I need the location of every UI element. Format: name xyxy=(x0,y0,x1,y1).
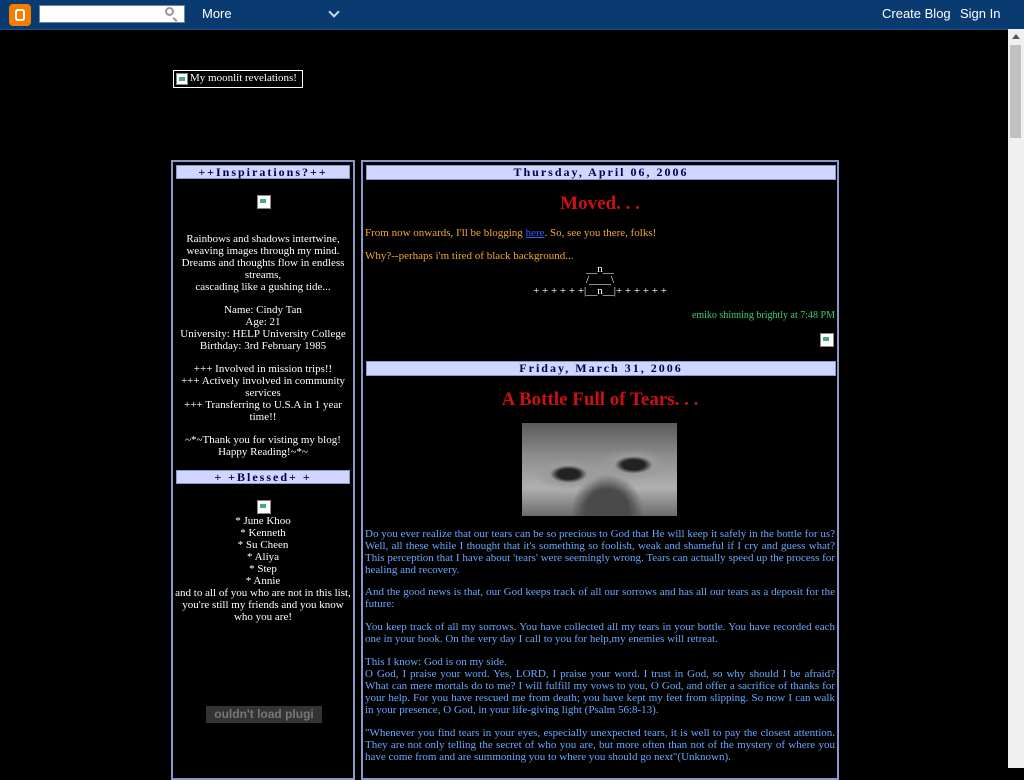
blogger-navbar xyxy=(0,0,1024,30)
sidebar-poem xyxy=(175,233,351,293)
post-title[interactable]: A Bottle Full of Tears. . . xyxy=(501,389,699,410)
fact-item: +++ Involved in mission trips!! xyxy=(193,363,333,375)
post-paragraph: Do you ever realize that our tears can be so precious to God that He will keep it safely in the bottle for us? Well, all these while I thought that it's something so foolish, weak and shameful if I cry and guess what? This perception that I have about 'tears' were seemingly wrong. Tears can actually speed up the process for healing and recovery. xyxy=(365,528,835,576)
main-content xyxy=(361,160,839,780)
scroll-up-arrow-icon[interactable] xyxy=(1012,34,1020,39)
blessed-heading: + +Blessed+ + xyxy=(176,470,350,484)
tears-photo xyxy=(522,423,677,516)
post-body-line: Why?--perhaps i'm tired of black background... xyxy=(365,250,574,262)
broken-image-icon xyxy=(820,333,834,347)
create-blog-link[interactable]: Create Blog xyxy=(882,6,951,21)
post-paragraph xyxy=(365,656,835,716)
ascii-art-line: __n__ xyxy=(586,263,614,275)
profile-birthday: Birthday: 3rd February 1985 xyxy=(199,340,327,352)
vertical-scrollbar[interactable] xyxy=(1008,29,1024,768)
profile-university: University: HELP University College xyxy=(180,328,346,340)
post-date-header: Friday, March 31, 2006 xyxy=(366,361,836,376)
list-item: * Annie xyxy=(245,575,281,587)
poem-line: Dreams and thoughts flow in endless streams, xyxy=(181,257,345,281)
ascii-art-line: + + + + + +|__n__|+ + + + + + xyxy=(533,285,667,297)
post-paragraph: And the good news is that, our God keeps track of all our sorrows and has all our tears as a deposit for the future: xyxy=(365,586,835,610)
here-link[interactable]: here xyxy=(525,227,545,239)
sidebar-profile xyxy=(175,304,351,352)
sidebar-facts xyxy=(175,363,351,423)
broken-image-icon xyxy=(176,73,188,85)
more-menu[interactable]: More xyxy=(202,6,232,21)
blessed-image-icon xyxy=(257,500,271,514)
inspirations-heading: ++Inspirations?++ xyxy=(176,165,350,179)
ascii-art-line: /____\ xyxy=(585,274,615,286)
list-item: * Step xyxy=(249,563,277,575)
chevron-down-icon[interactable] xyxy=(328,6,339,17)
blog-search-input[interactable] xyxy=(39,5,185,23)
post-body-line xyxy=(365,227,835,239)
header-image-alt-text: My moonlit revelations! xyxy=(190,72,297,84)
post-text: O God, I praise your word. Yes, LORD, I praise your word. I trust in God, so why should I be afraid? What can mere mortals do to me? I will fulfill my vows to you, O God, and offer a sacrifice of thanks for your help. For you have rescued me from death; you have kept my feet from slipping. So now I can walk in your presence, O God, in your life-giving light (Psalm 56:8-13). xyxy=(365,668,835,716)
sign-in-link[interactable]: Sign In xyxy=(960,6,1001,21)
sidebar-thanks xyxy=(175,434,351,458)
search-icon[interactable] xyxy=(165,7,174,16)
post-text: . So, see you there, folks! xyxy=(544,227,657,239)
list-item: * Kenneth xyxy=(240,527,286,539)
blogger-logo-icon[interactable] xyxy=(9,4,31,26)
post-text: From now onwards, I'll be blogging xyxy=(365,227,526,239)
fact-item: +++ Actively involved in community services xyxy=(180,375,346,399)
list-item: * Su Cheen xyxy=(237,539,289,551)
thanks-line: ~*~Thank you for visting my blog! xyxy=(185,434,341,446)
friends-note: and to all of you who are not in this list, you're still my friends and you know who you are! xyxy=(175,587,351,623)
thanks-line: Happy Reading!~*~ xyxy=(218,446,308,458)
post-paragraph: "Whenever you find tears in your eyes, especially unexpected tears, it is well to pay the closest attention. They are not only telling the secret of who you are, but more often than not of the mystery of where you have come from and are summoning you to where you should go next"(Unknown). xyxy=(365,727,835,763)
profile-age: Age: 21 xyxy=(245,316,281,328)
post-text: This I know: God is on my side. xyxy=(365,656,507,668)
post-title[interactable]: Moved. . . xyxy=(560,193,640,214)
sidebar-image-icon xyxy=(257,195,271,209)
fact-item: +++ Transferring to U.S.A in 1 year time!! xyxy=(184,399,342,423)
post-footer[interactable]: emiko shinning brightly at 7:48 PM xyxy=(691,310,835,321)
scrollbar-thumb[interactable] xyxy=(1010,45,1021,138)
post-date-header: Thursday, April 06, 2006 xyxy=(366,165,836,180)
sidebar xyxy=(171,160,355,780)
friends-list xyxy=(175,515,351,623)
list-item: * Aliya xyxy=(246,551,280,563)
poem-line: cascading like a gushing tide... xyxy=(195,281,331,293)
profile-name: Name: Cindy Tan xyxy=(224,304,302,316)
poem-line: Rainbows and shadows intertwine, xyxy=(186,233,340,245)
list-item: * June Khoo xyxy=(235,515,291,527)
post-paragraph: You keep track of all my sorrows. You have collected all my tears in your bottle. You have recorded each one in your book. On the very day I call to you for help,my enemies will retreat. xyxy=(365,621,835,645)
plugin-error-box[interactable]: ouldn't load plugi xyxy=(206,706,322,723)
poem-line: weaving images through my mind. xyxy=(186,245,340,257)
blog-header-image[interactable] xyxy=(173,70,303,88)
